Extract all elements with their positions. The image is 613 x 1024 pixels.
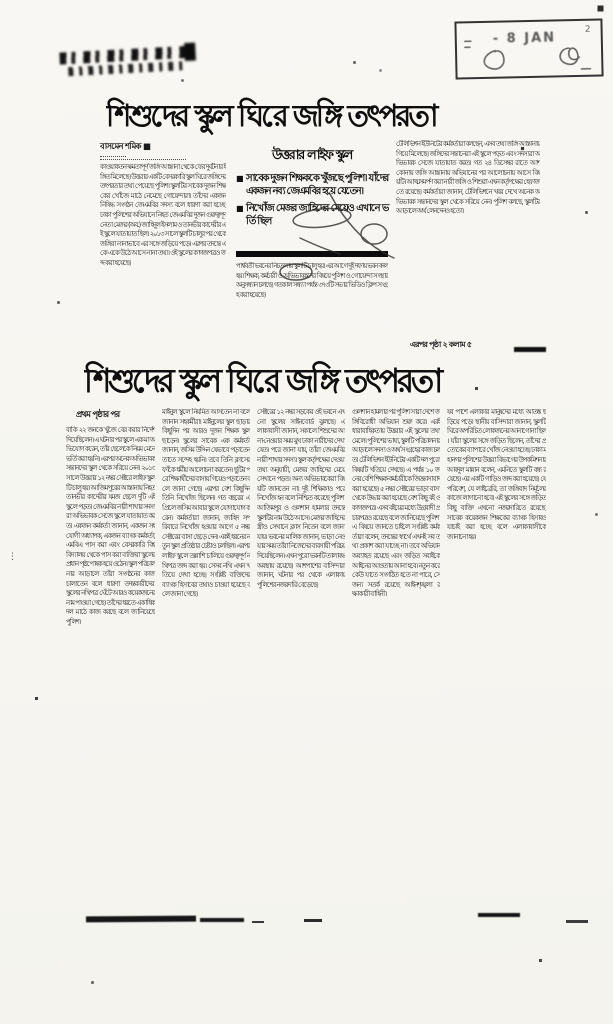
- jump-column-3: [257, 408, 345, 914]
- byline-divider: [100, 159, 186, 160]
- ink-smudge-bar: [252, 921, 264, 923]
- jump-column-2: [162, 408, 250, 914]
- highlight-bullet-text: সাবেক দুজন শিক্ষককে খুঁজছে পুলিশ। যাঁদের একজন নব্য জেএমবির হয়ে যেতেন।: [246, 173, 388, 197]
- masthead-ink-smudge: [59, 40, 199, 85]
- front-headline: শিশুদের স্কুল ঘিরে জঙ্গি তৎপরতা: [106, 97, 436, 134]
- ink-smudge-blob: [184, 43, 196, 62]
- byline-divider: [100, 156, 126, 157]
- front-column-1-text: কাওয়াকতন ক্ষমতাপূর্ণ জঙ্গি আস্তানা থেকে ফের দুর্ঘটনার ইঙ্গিত মিলেছে। উত্তরার একটি বেসরকারি স্কুল ঘিরে জঙ্গিদের তৎপরতার তথ্য পেয়েছে পুলিশ। স্কুলটির সাবেক দুজন শিক্ষকের খোঁজে মাঠে নেমেছে গোয়েন্দারা। তাঁদের একজন নিষিদ্ধ সংগঠন জেএমবির সদস্য বলে ধারণা করা হচ্ছে। ঢাকা পুলিশের অভিযানে নিহত জেএমবির দুজন গুরুত্বপূর্ণ নেতা মেজর (অব.) জাহিদুল ইসলাম ও তানভীর কাদেরীর এই স্কুলে যাতায়াত ছিল। ২০১৩ সালে স্কুলটি চালুর পর থেকে জঙ্গিরা নানাভাবে এর সঙ্গে জড়িয়ে পড়ে। এরপর তদন্তে একে একে উঠে আসে নানা তথ্য। ওই স্কুলের কাগজপত্রও জব্দ করা হয়েছে।: [100, 163, 226, 267]
- handwritten-marks: [456, 20, 605, 81]
- margin-tick-mark: ⋮: [8, 552, 17, 562]
- continued-from-page1-label: প্রথম পৃষ্ঠার পর: [76, 410, 120, 420]
- highlight-title: উত্তরার লাইফ স্কুল: [272, 148, 352, 163]
- stamp-date-text: - 8 JAN: [492, 30, 557, 47]
- ink-mark: [514, 347, 546, 352]
- jump-column-1: [66, 408, 155, 916]
- ink-smudge-strip: [68, 61, 184, 76]
- ink-smudge-bar: [200, 918, 244, 922]
- ink-smudge-bar: [566, 920, 588, 923]
- front-column-3: [396, 140, 540, 352]
- jump-column-4: [352, 408, 440, 914]
- jump-column-5: [447, 408, 546, 878]
- jump-column-2-text: মাইনুল স্কুলে নিয়মিত আসতেন না বলে জানান সহকর্মীরা। মাইনুলের স্কুল ছাড়ার কিছুদিন পর আরও দুজন শিক্ষক স্কুল ছাড়েন। স্কুলের সাবেক এক কর্মকর্তা জানান, জসিম উদ্দিন যেভাবে পড়াতেন তাতে সন্দেহ হয়নি। তবে তিনি ক্লাসের ফাঁকে ধর্মীয় আলোচনা করতেন। ছুটির পরে শিক্ষার্থীদের বাসায় গিয়েও পড়াতেন বলে জানা গেছে। এরপর বেশ কিছুদিন তিনি নিখোঁজ ছিলেন। গত বছরের এপ্রিলে জসিম আবার স্কুলে যোগাযোগ করেন। কর্মকর্তারা জানান, জাহিদ সপরিবারে নিখোঁজ হওয়ার আগে ৫ নম্বর সেক্টরের বাসা ছেড়ে দেন। একই ধরনের নতুন স্কুল প্রতিষ্ঠার চেষ্টাও চলছিল। এরপর লাইফ স্কুলে তল্লাশি চালিয়ে গুরুত্বপূর্ণ নথিপত্র জব্দ করা হয়। সেসব নথি এখন খতিয়ে দেখা হচ্ছে। সংশ্লিষ্ট ব্যক্তিদের ব্যাংক হিসাবের তথ্যও চাওয়া হয়েছে বলে জানা গেছে।: [162, 408, 250, 599]
- front-column-1: [100, 140, 226, 351]
- jump-headline: শিশুদের স্কুল ঘিরে জঙ্গি তৎপরতা: [84, 362, 441, 401]
- jump-column-1-text: বাকি ২২ জনকে খুঁজে বের করার নির্দেশ দিয়েছিলেন। এ ঘটনার পর স্কুলে এক মা অভিযোগ করেন, তাঁর ছেলেকে নিয়ম মেনে ভর্তি করা হয়নি। এরপর অনেক অভিভাবক সন্তানদের স্কুল থেকে সরিয়ে নেন। ২০১৩ সালে উত্তরার ১২ নম্বর সেক্টরে লাইফ স্কুলটি চালু হয়। আজিমপুরের আস্তানায় নিহত তানভীর কাদেরীর যমজ ছেলে দুটি এই স্কুলে পড়ত। জেএমবির নারী শাখার সদস্যরা অভিভাবক সেজে স্কুলে যাতায়াত করত। একজন কর্মকর্তা জানান, একজন সহযোগী অধ্যাপক, একজন ব্যাংক কর্মকর্তা, এমবিএ পাস করা এবং বেসরকারি বিশ্ববিদ্যালয় থেকে পাস করা ব্যক্তিরা স্কুলের প্রধান পৃষ্ঠপোষক হয়ে ওঠেন। স্কুল পরিচালনার আড়ালে তাঁরা সংগঠনের কাজ চালাতেন বলে ধারণা তদন্তকারীদের। স্কুলের নথিপত্র ঘেঁটে আরও কয়েকজনের নাম পাওয়া গেছে। তাঁদের ধরতে একাধিক দল মাঠে কাজ করছে বলে জানিয়েছে পুলিশ।: [66, 426, 155, 626]
- reporter-byline: বাসমেন শমিক ■: [100, 142, 151, 152]
- bullet-square-icon: ■: [236, 174, 244, 183]
- jump-column-3-text: সেক্টরের ১২ নম্বর সড়কের ওই ভবনে এখনো স্কুলের সাইনবোর্ড ঝুলছে। এলাকাবাসী জানান, সকালে শিশুদের আনা-নেওয়ার সময় মুখ ঢাকা নারীদের দেখা যেত। পরে জানা যায়, তাঁরা জেএমবির নারী শাখার সদস্য। স্কুল কর্তৃপক্ষের দেওয়া তথ্য অনুযায়ী, মেজর জাহিদের মেয়ে সেখানে পড়ত। অন্য অভিভাবকেরা বিষয়টি জানতেন না। দুই শিক্ষিকাও পরে নিখোঁজ হন বলে নিশ্চিত করেছে পুলিশ। আজিমপুর ও গুলশান হামলার তদন্তে স্কুলটির নাম উঠে আসে। মেজর জাহিদের স্ত্রীও সেখানে ক্লাস নিতেন বলে জানা যায়। ভবনের মালিক জানান, ভাড়া নেওয়ার সময় তাঁরা নিজেদের ব্যবসায়ী পরিচয় দিয়েছিলেন। এখন পুরো ভবনটি তালাবদ্ধ অবস্থায় রয়েছে। আশপাশের বাসিন্দারা জানান, ঘটনার পর থেকে এলাকায় পুলিশের নজরদারি বেড়েছে।: [257, 408, 345, 589]
- stamp-corner-mark: 2: [584, 24, 591, 35]
- front-column-2-text: পার্শ্ববর্তী ভবনের নিচতলায় স্কুলটি চালু হয়। এর আগে দুই দফায় ভবন বদল হয়। শিক্ষক, কর্মচারী ও অভিভাবকদের বিষয়ে পুলিশ ও গোয়েন্দা সংস্থার অনুসন্ধান চলছে। গতকাল সন্ধ্যা পর্যন্ত ৩৭৩টি সভার ভিডিও ক্লিপ সংগ্রহ করা হয়েছে।: [236, 262, 388, 299]
- received-date-stamp-box: [454, 18, 603, 79]
- pen-scribble-marks: [266, 186, 406, 302]
- ink-smudge-bar: [304, 919, 322, 922]
- front-column-3-text: টেলিভিশন ইউনিটের কর্মকর্তারা বলছেন, এসব তথ্য জঙ্গি আস্তানায় গিয়ে মিলেছে। জঙ্গিদের সন্তানেরা এই স্কুলে পড়ত এবং সদস্যরা অভিভাবক সেজে যাতায়াত করত। গত ২৪ ডিসেম্বর রাতে আশকোনায় জঙ্গি আস্তানায় অভিযানের পর আলোচনায় আসে বিষয়টি। আত্মসমর্পণ করা নারী জঙ্গি ও শিশুরা এখন কর্তৃপক্ষের হেফাজতে রয়েছে। কর্মকর্তারা জানান, টেলিভিশনে খবর দেখে অনেক অভিভাবক সন্তানদের স্কুল থেকে সরিয়ে নেন। পুলিশ বলছে, স্কুলটির আড়ালে অর্থ লেনদেনও হতো।: [396, 140, 540, 216]
- jump-column-4-text: গুলশান হামলার পর পুলিশ সারা দেশে জঙ্গিবিরোধী অভিযান শুরু করে। এরই ধারাবাহিকতায় উত্তরার এই স্কুলের তথ্য মেলে। পুলিশের ভাষ্য, স্কুলটি পরিচালনার আড়ালে সদস্য ও অর্থ সংগ্রহের কাজ চলত। টেলিভিশন ইউনিটের একটি দল পুরো বিষয়টি খতিয়ে দেখছে। এ পর্যন্ত ১০ জনের বেশি শিক্ষক-কর্মচারীকে জিজ্ঞাসাবাদ করা হয়েছে। ৫ নম্বর সেক্টরের ভাড়া বাসা থেকে উদ্ধার করা হয়েছে বেশ কিছু বই ও কাগজপত্র। এসব বইয়ের মধ্যে উগ্রবাদী প্রচারপত্রও রয়েছে বলে জানিয়েছে পুলিশ। এ বিষয়ে জানতে চাইলে সংশ্লিষ্ট কর্মকর্তারা বলেন, তদন্তের স্বার্থে এখনই সব তথ্য প্রকাশ করা যাচ্ছে না। তবে অভিযান অব্যাহত রয়েছে এবং জড়িত সবাইকে আইনের আওতায় আনা হবে। নতুন করে কেউ যাতে সংগঠিত হতে না পারে, সে জন্য সতর্ক রয়েছে আইনশৃঙ্খলা রক্ষাকারী বাহিনী।: [352, 408, 440, 599]
- highlight-bullet-text: নিখোঁজ মেজর জাহিদের মেয়েও এখানে ভর্তি ছিল: [246, 203, 388, 227]
- jump-column-5-text: যব পাশে এলাকার মানুষদের মধ্যে আতঙ্ক ছড়িয়ে পড়ে। স্থানীয় বাসিন্দারা জানান, স্কুলটি ঘিরে অপরিচিত লোকজনের আনাগোনা ছিল। যাঁরা স্কুলের সঙ্গে জড়িত ছিলেন, তাঁদের প্রত্যেকের ব্যাপারে খোঁজ নেওয়া হচ্ছে। ঢাকা মহানগর পুলিশের উত্তরা বিভাগের উপকমিশনার আবদুল মান্নান বলেন, এমনিতে স্কুলটি বন্ধ রয়েছে। এর একটি গাড়িও জব্দ করা হয়েছে। যে পরিবেশ, যে লাইব্রেরি, তা জঙ্গিবাদ নির্মূলের কাজে লাগানো হবে। এই স্কুলের সঙ্গে জড়িত কিছু ব্যক্তি এখনো নজরদারিতে রয়েছে। সাবেক কয়েকজন শিক্ষকের ব্যাংক হিসাবও যাচাই করা হচ্ছে বলে এলাকাবাসীকে জানানো হয়।: [447, 408, 546, 541]
- paper-noise-specks: [0, 0, 1, 1]
- ink-smudge-bar: [86, 916, 196, 923]
- jump-to-page-note: এরপর পৃষ্ঠা ২ কলাম ৫: [410, 340, 472, 349]
- ink-smudge-bar: [478, 913, 520, 917]
- bullet-square-icon: ■: [236, 204, 244, 213]
